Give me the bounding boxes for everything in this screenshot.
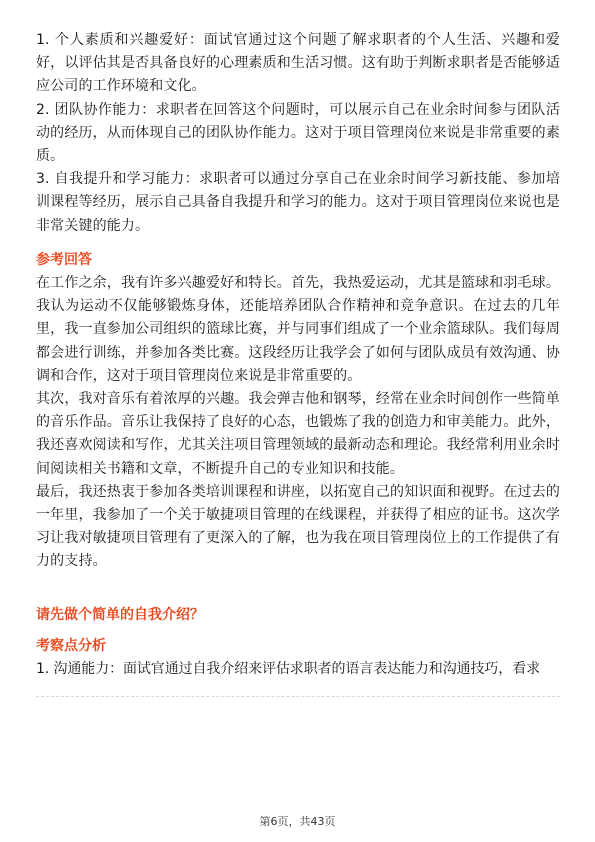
analysis-item-1-next: 1. 沟通能力：面试官通过自我介绍来评估求职者的语言表达能力和沟通技巧，看求 [36,661,541,678]
analysis-item-3: 3. 自我提升和学习能力：求职者可以通过分享自己在业余时间学习新技能、参加培训课程等经历，展示自己具备自我提升和学习的能力。这对于项目管理岗位来说也是非常关键的能力。 [36,171,560,234]
analysis-item-1: 1. 个人素质和兴趣爱好：面试官通过这个问题了解求职者的个人生活、兴趣和爱好，以评估其是否具备良好的心理素质和生活习惯。这有助于判断求职者是否能够适应公司的工作环境和文化。 [36,32,560,95]
page-number: 第6页，共43页 [259,815,336,828]
reference-answer-heading: 参考回答 [36,251,92,268]
analysis-item-2: 2. 团队协作能力：求职者在回答这个问题时，可以展示自己在业余时间参与团队活动的经历，从而体现自己的团队协作能力。这对于项目管理岗位来说是非常重要的素质。 [36,101,560,165]
page-content [36,29,560,681]
spacer [36,574,560,604]
spacer [36,627,560,635]
reference-paragraph-2: 其次，我对音乐有着浓厚的兴趣。我会弹吉他和钢琴，经常在业余时间创作一些简单的音乐作品。音乐让我保持了良好的心态，也锻炼了我的创造力和审美能力。此外，我还喜欢阅读和写作，尤其关注项目管理领域的最新动态和理论。我经常利用业余时间阅读相关书籍和文章，不断提升自己的专业知识和技能。 [36,391,560,477]
analysis-heading: 考察点分析 [36,637,106,654]
spacer [36,238,560,249]
section-divider [36,696,560,697]
reference-paragraph-1: 在工作之余，我有许多兴趣爱好和特长。首先，我热爱运动，尤其是篮球和羽毛球。我认为运动不仅能够锻炼身体，还能培养团队合作精神和竞争意识。在过去的几年里，我一直参加公司组织的篮球比赛，并与同事们组成了一个业余篮球队。我们每周都会进行训练，并参加各类比赛。这段经历让我学会了如何与团队成员有效沟通、协调和合作，这对于项目管理岗位来说是非常重要的。 [36,275,560,384]
reference-paragraph-3: 最后，我还热衷于参加各类培训课程和讲座，以拓宽自己的知识面和视野。在过去的一年里，我参加了一个关于敏捷项目管理的在线课程，并获得了相应的证书。这次学习让我对敏捷项目管理有了更深入的了解，也为我在项目管理岗位上的工作提供了有力的支持。 [36,483,560,570]
question-title: 请先做个简单的自我介绍？ [36,606,204,623]
